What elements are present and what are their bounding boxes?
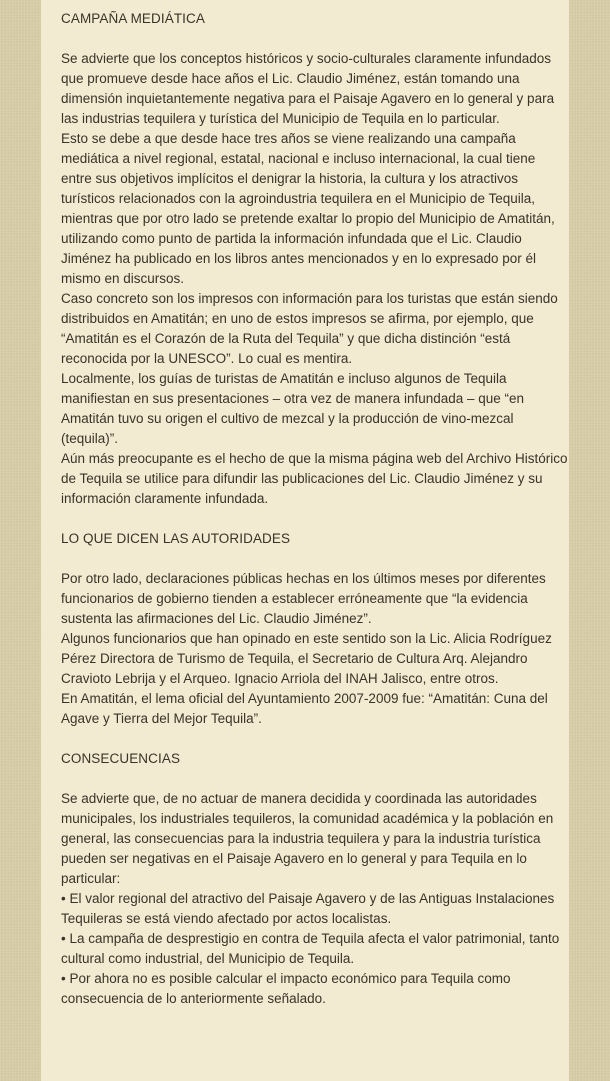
- paragraph: Se advierte que, de no actuar de manera decidida y coordinada las autoridades municipales, los industriales tequileros, la comunidad académica y la población en general, las consecuencias para la industria tequilera y para la industria turística pueden ser negativas en el Paisaje Agavero en lo general y para Tequila en lo particular:: [61, 791, 554, 886]
- paragraph: Localmente, los guías de turistas de Amatitán e incluso algunos de Tequila manifiestan en sus presentaciones – otra vez de manera infundada – que “en Amatitán tuvo su origen el cultivo de mezcal y la producción de vino-mezcal (tequila)”.: [61, 371, 525, 446]
- section-campana-mediatica: [61, 9, 569, 509]
- section-heading: LO QUE DICEN LAS AUTORIDADES: [61, 531, 291, 546]
- paragraph: Algunos funcionarios que han opinado en este sentido son la Lic. Alicia Rodríguez Pérez Directora de Turismo de Tequila, el Secretario de Cultura Arq. Alejandro Cravioto Lebrija y el Arqueo. Ignacio Arriola del INAH Jalisco, entre otros.: [61, 631, 552, 686]
- paragraph: En Amatitán, el lema oficial del Ayuntamiento 2007-2009 fue: “Amatitán: Cuna del Agave y Tierra del Mejor Tequila”.: [61, 691, 548, 726]
- paragraph: Aún más preocupante es el hecho de que la misma página web del Archivo Histórico de Tequila se utilice para difundir las publicaciones del Lic. Claudio Jiménez y su información claramente infundada.: [61, 451, 568, 506]
- paragraph: Esto se debe a que desde hace tres años se viene realizando una campaña mediática a nivel regional, estatal, nacional e incluso internacional, la cual tiene entre sus objetivos implícitos el denigrar la historia, la cultura y los atractivos turísticos relacionados con la agroindustria tequilera en el Municipio de Tequila, mientras que por otro lado se pretende exaltar lo propio del Municipio de Amatitán, utilizando como punto de partida la información infundada que el Lic. Claudio Jiménez ha publicado en los libros antes mencionados y en lo expresado por él mismo en discursos.: [61, 131, 555, 286]
- section-lo-que-dicen-las-autoridades: [61, 529, 569, 729]
- section-consecuencias: [61, 749, 569, 1009]
- paragraph: Caso concreto son los impresos con información para los turistas que están siendo distribuidos en Amatitán; en uno de estos impresos se afirma, por ejemplo, que “Amatitán es el Corazón de la Ruta del Tequila” y que dicha distinción “está reconocida por la UNESCO”. Lo cual es mentira.: [61, 291, 558, 366]
- section-heading: CONSECUENCIAS: [61, 751, 181, 766]
- consequences-list: [61, 889, 569, 1009]
- paragraph: Se advierte que los conceptos históricos y socio-culturales claramente infundados que promueve desde hace años el Lic. Claudio Jiménez, están tomando una dimensión inquietantemente negativa para el Paisaje Agavero en lo general y para las industrias tequilera y turística del Municipio de Tequila en lo particular.: [61, 51, 555, 126]
- paragraph: Por otro lado, declaraciones públicas hechas en los últimos meses por diferentes funcionarios de gobierno tienden a establecer erróneamente que “la evidencia sustenta las afirmaciones del Lic. Claudio Jiménez”.: [61, 571, 546, 626]
- list-item: • La campaña de desprestigio en contra de Tequila afecta el valor patrimonial, tanto cultural como industrial, del Municipio de Tequila.: [61, 931, 560, 966]
- article-content: [41, 0, 569, 1081]
- list-item: • Por ahora no es posible calcular el impacto económico para Tequila como consecuencia de lo anteriormente señalado.: [61, 971, 511, 1006]
- list-item: • El valor regional del atractivo del Paisaje Agavero y de las Antiguas Instalaciones Tequileras se está viendo afectado por actos localistas.: [61, 891, 555, 926]
- section-heading: CAMPAÑA MEDIÁTICA: [61, 11, 205, 26]
